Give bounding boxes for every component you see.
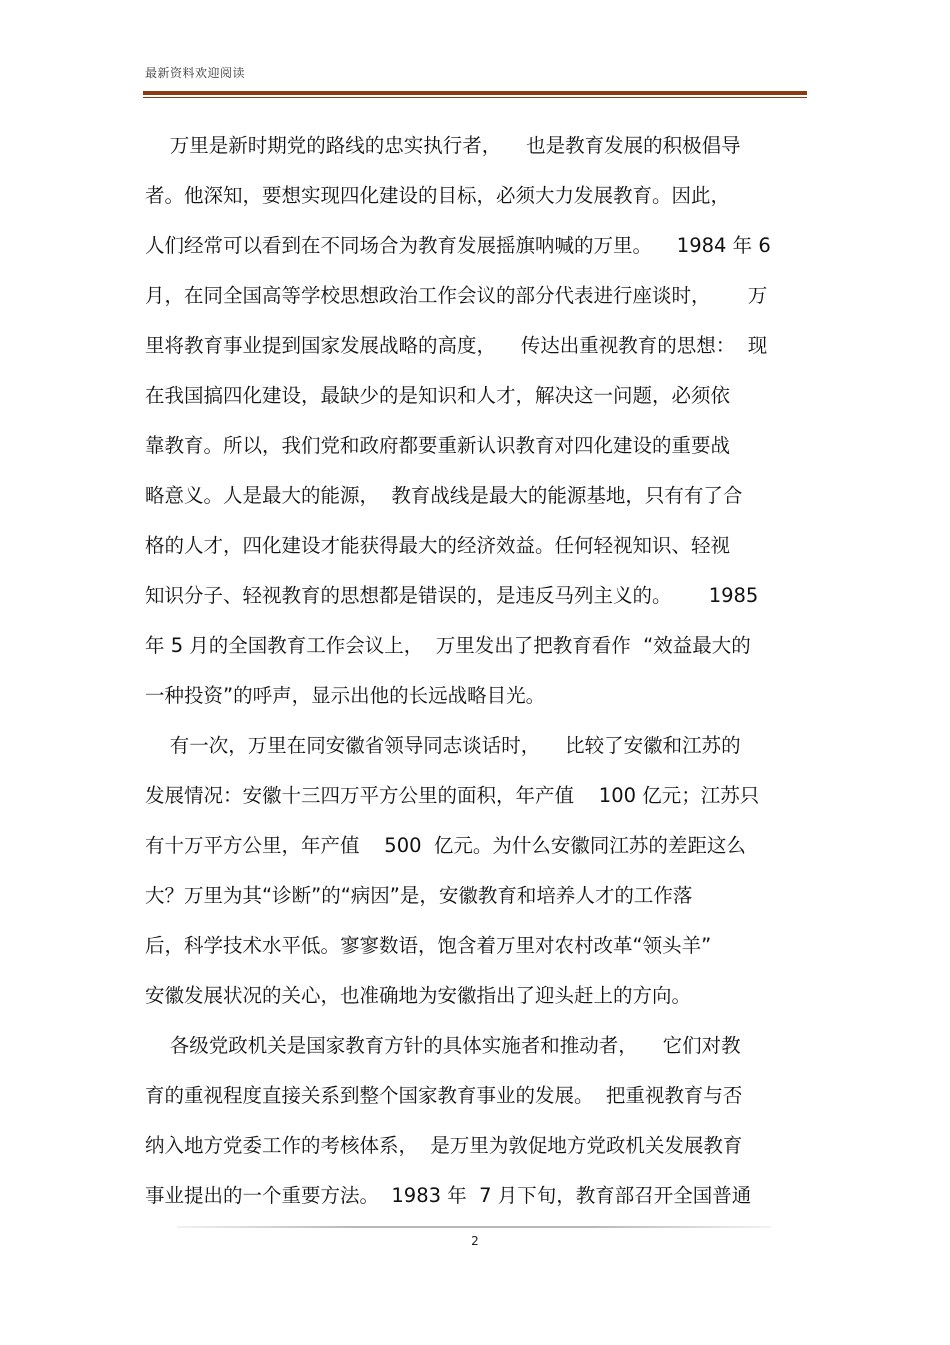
text-line: 者。他深知，要想实现四化建设的目标，必须大力发展教育。因此， — [145, 184, 731, 207]
text-line: 各级党政机关是国家教育方针的具体实施者和推动者， 它们对教 — [145, 1034, 741, 1057]
text-line: 有一次，万里在同安徽省领导同志谈话时， 比较了安徽和江苏的 — [145, 734, 741, 757]
text-line: 发展情况：安徽十三四万平方公里的面积，年产值 100 亿元；江苏只 — [145, 784, 760, 807]
header-rule-thin — [143, 97, 807, 98]
text-line: 大？万里为其“诊断”的“病因”是，安徽教育和培养人才的工作落 — [145, 884, 693, 907]
text-line: 略意义。人是最大的能源， 教育战线是最大的能源基地，只有有了合 — [145, 484, 743, 507]
page-number: 2 — [471, 1234, 479, 1248]
text-line: 育的重视程度直接关系到整个国家教育事业的发展。 把重视教育与否 — [145, 1084, 743, 1107]
header-text: 最新资料欢迎阅读 — [145, 66, 246, 80]
text-line: 事业提出的一个重要方法。 1983 年 7 月下旬，教育部召开全国普通 — [145, 1184, 752, 1207]
text-line: 年 5 月的全国教育工作会议上， 万里发出了把教育看作 “效益最大的 — [145, 634, 751, 657]
text-line: 里将教育事业提到国家发展战略的高度， 传达出重视教育的思想： 现 — [145, 334, 768, 357]
footer-rule — [177, 1226, 771, 1228]
document-body — [145, 121, 810, 1221]
text-line: 月，在同全国高等学校思想政治工作会议的部分代表进行座谈时， 万 — [145, 284, 768, 307]
text-line: 一种投资”的呼声，显示出他的长远战略目光。 — [145, 684, 546, 707]
text-line: 在我国搞四化建设，最缺少的是知识和人才，解决这一问题，必须依 — [145, 384, 731, 407]
text-line: 后，科学技术水平低。寥寥数语，饱含着万里对农村改革“领头羊” — [145, 934, 712, 957]
text-line: 靠教育。所以，我们党和政府都要重新认识教育对四化建设的重要战 — [145, 434, 731, 457]
text-line: 纳入地方党委工作的考核体系， 是万里为敦促地方党政机关发展教育 — [145, 1134, 743, 1157]
header-rule-thick — [143, 91, 807, 95]
text-line: 格的人才，四化建设才能获得最大的经济效益。任何轻视知识、轻视 — [145, 534, 731, 557]
text-line: 万里是新时期党的路线的忠实执行者， 也是教育发展的积极倡导 — [145, 134, 741, 157]
text-line: 安徽发展状况的关心，也准确地为安徽指出了迎头赶上的方向。 — [145, 984, 692, 1007]
text-line: 知识分子、轻视教育的思想都是错误的，是违反马列主义的。 1985 — [145, 584, 759, 607]
text-line: 人们经常可以看到在不同场合为教育发展摇旗呐喊的万里。 1984 年 6 — [145, 234, 771, 257]
text-line: 有十万平方公里，年产值 500 亿元。为什么安徽同江苏的差距这么 — [145, 834, 746, 857]
